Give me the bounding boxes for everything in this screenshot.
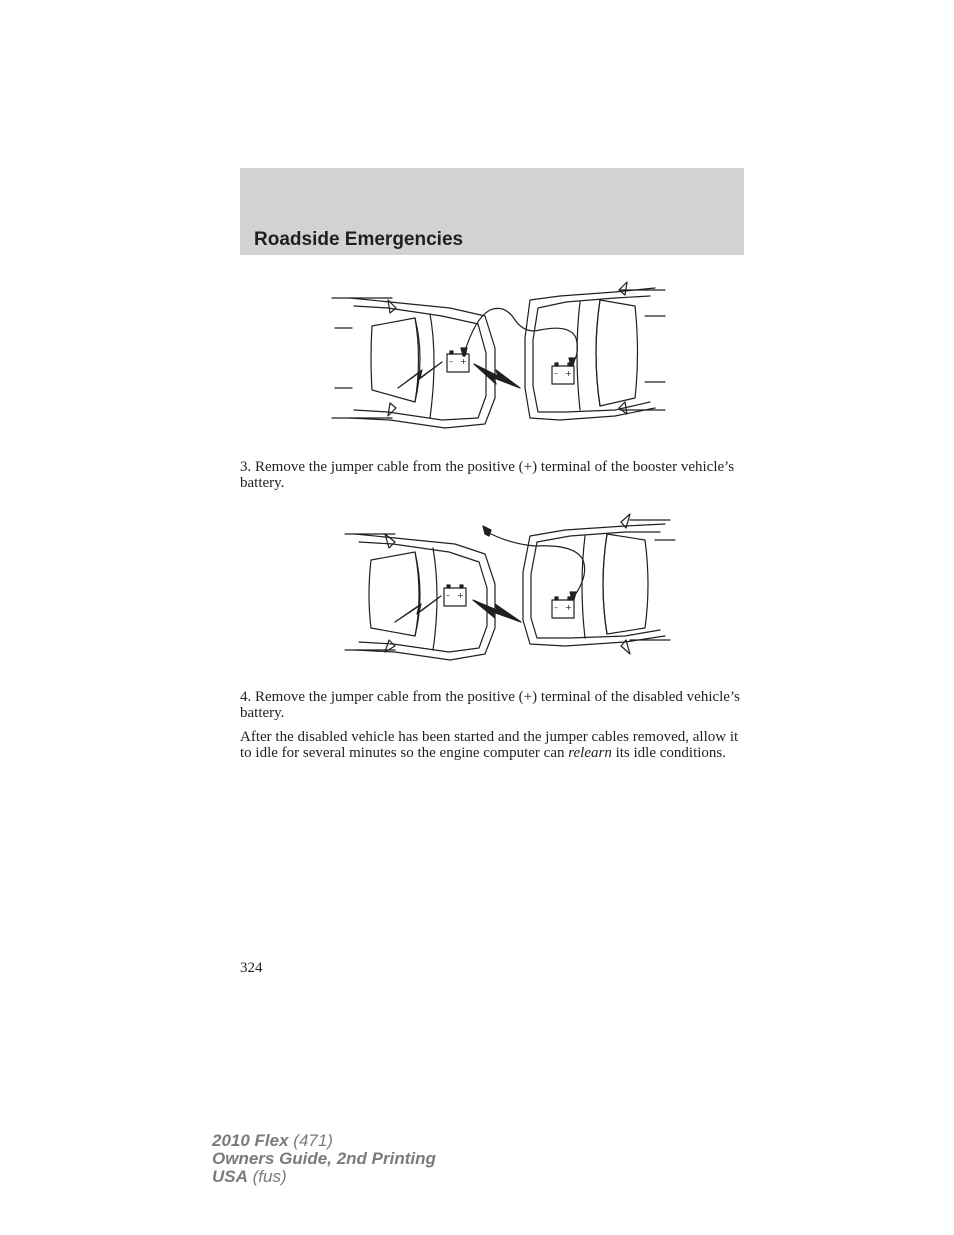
footer-model-line <box>212 1132 436 1150</box>
jumper-cable <box>487 532 585 598</box>
booster-vehicle <box>523 514 675 654</box>
page-number: 324 <box>240 960 263 976</box>
footer-region-line <box>212 1168 436 1186</box>
battery-plus-label: + <box>565 603 572 612</box>
disabled-vehicle-battery <box>444 585 466 606</box>
footer-model: 2010 Flex <box>212 1131 289 1150</box>
step-3-text: 3. Remove the jumper cable from the positive (+) terminal of the booster vehicle’s battery. <box>240 459 735 491</box>
step-4-text: 4. Remove the jumper cable from the positive (+) terminal of the disabled vehicle’s battery. <box>240 689 740 721</box>
lightning-bolt-icon <box>473 600 521 622</box>
document-footer <box>212 1132 436 1186</box>
section-title: Roadside Emergencies <box>254 229 464 250</box>
battery-plus-label: + <box>460 357 467 366</box>
battery-plus-label: + <box>565 369 572 378</box>
footer-guide: Owners Guide, 2nd Printing <box>212 1149 436 1168</box>
after-start-paragraph <box>240 729 750 761</box>
battery-minus-label: – <box>446 591 450 600</box>
booster-vehicle <box>525 282 665 420</box>
battery-minus-label: – <box>554 603 558 612</box>
battery-minus-label: – <box>554 369 558 378</box>
footer-region: USA <box>212 1167 248 1186</box>
booster-cable-diagram-2 <box>345 510 675 672</box>
booster-cable-diagram-1 <box>330 278 675 440</box>
battery-minus-label: – <box>449 357 453 366</box>
footer-region-code: (fus) <box>247 1167 287 1186</box>
after-text-part-1: After the disabled vehicle has been started and the jumper cables removed, allow it to idle for several minutes so the engine computer can <box>240 729 739 761</box>
section-header-band <box>240 168 744 255</box>
relearn-emphasis: relearn <box>568 745 612 761</box>
footer-model-code: (471) <box>288 1131 333 1150</box>
battery-plus-label: + <box>457 591 464 600</box>
after-text-part-2: its idle conditions. <box>611 745 727 761</box>
disabled-vehicle <box>345 534 495 660</box>
cable-clamp-icon <box>483 526 491 536</box>
disabled-vehicle <box>332 298 495 428</box>
lightning-bolt-icon <box>474 364 520 388</box>
booster-vehicle-battery <box>552 597 574 618</box>
